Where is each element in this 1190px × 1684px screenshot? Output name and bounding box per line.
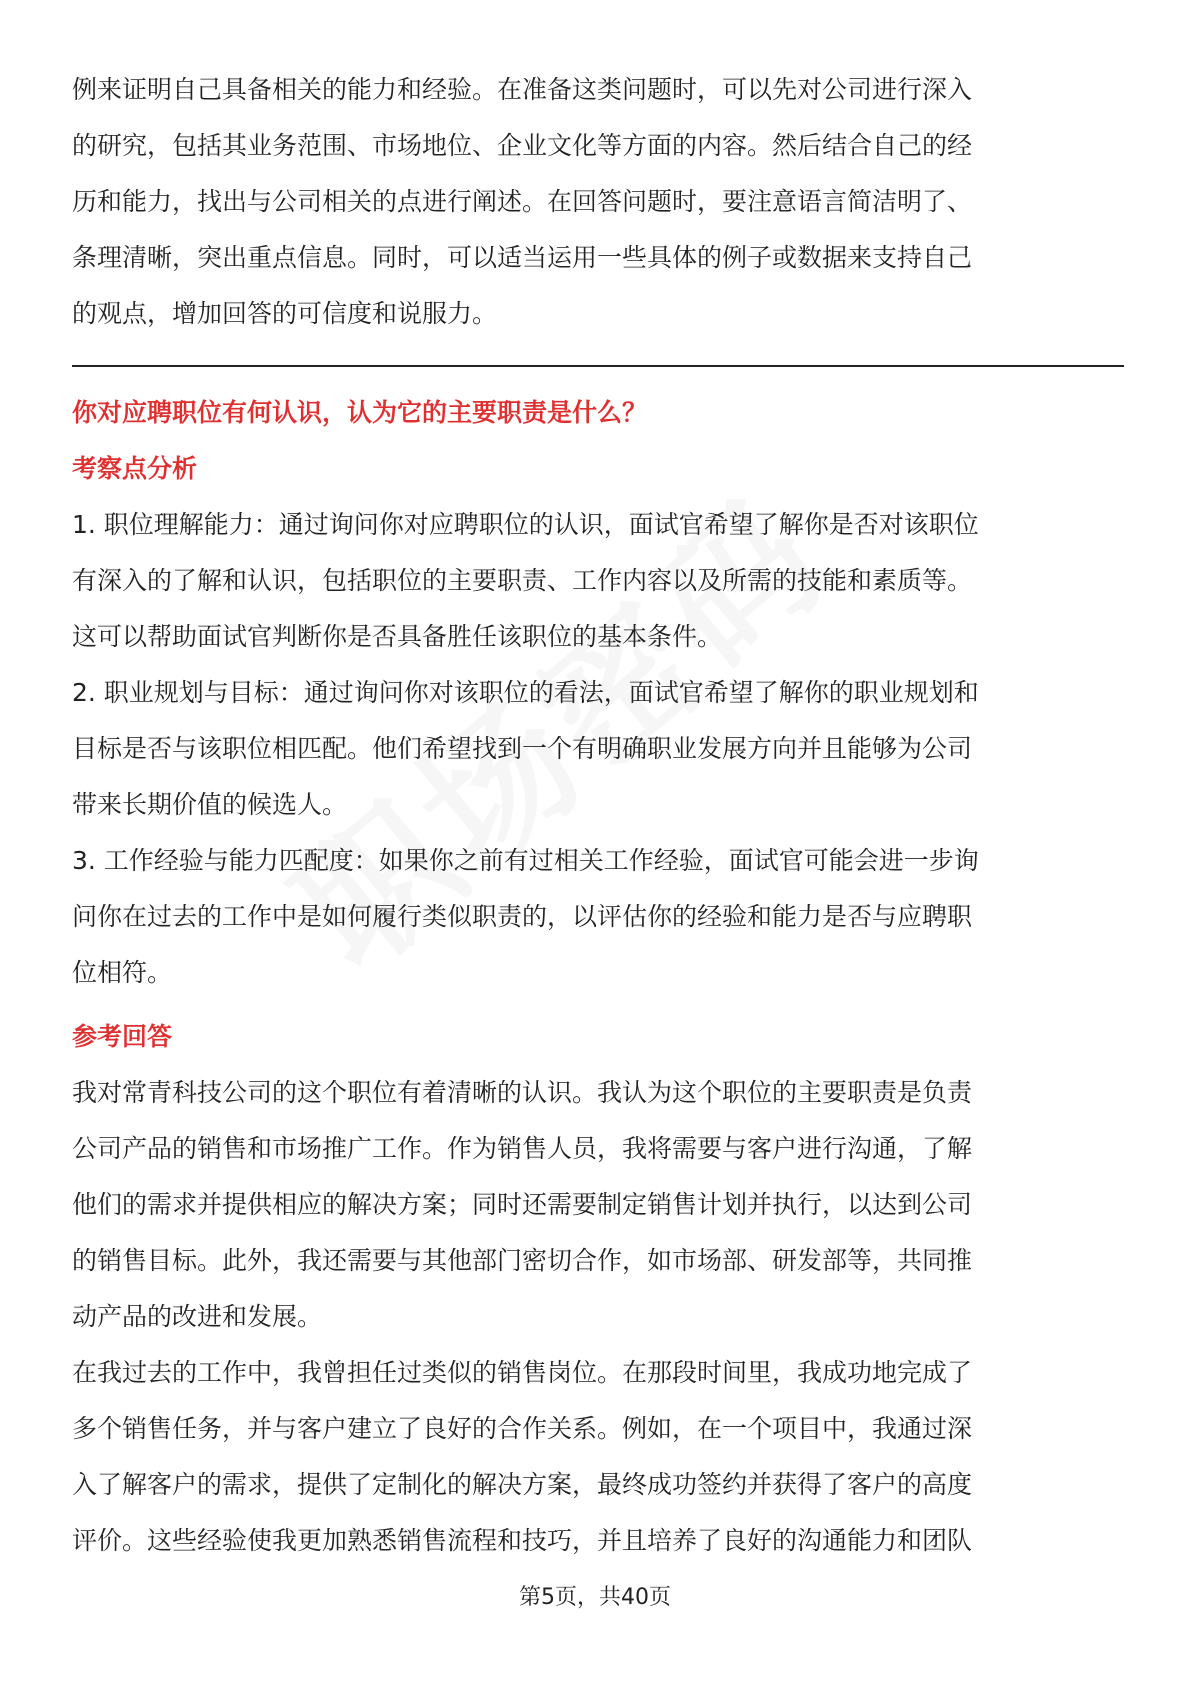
page-number: 第5页，共40页 (519, 1585, 671, 1610)
analysis-title: 考察点分析 (72, 454, 198, 483)
text-line: 的销售目标。此外，我还需要与其他部门密切合作，如市场部、研发部等，共同推 (72, 1246, 973, 1275)
text-line: 这可以帮助面试官判断你是否具备胜任该职位的基本条件。 (72, 622, 723, 651)
intro-paragraph (72, 62, 1124, 342)
document-page (72, 62, 1124, 1569)
text-line: 评价。这些经验使我更加熟悉销售流程和技巧，并且培养了良好的沟通能力和团队 (72, 1526, 973, 1555)
text-line: 多个销售任务，并与客户建立了良好的合作关系。例如，在一个项目中，我通过深 (72, 1414, 973, 1443)
text-line: 的研究，包括其业务范围、市场地位、企业文化等方面的内容。然后结合自己的经 (72, 131, 973, 160)
text-line: 的观点，增加回答的可信度和说服力。 (72, 299, 498, 328)
text-line: 在我过去的工作中，我曾担任过类似的销售岗位。在那段时间里，我成功地完成了 (72, 1358, 973, 1387)
text-line: 历和能力，找出与公司相关的点进行阐述。在回答问题时，要注意语言简洁明了、 (72, 187, 973, 216)
text-line: 有深入的了解和认识，包括职位的主要职责、工作内容以及所需的技能和素质等。 (72, 566, 973, 595)
text-line: 1. 职位理解能力：通过询问你对应聘职位的认识，面试官希望了解你是否对该职位 (72, 510, 979, 539)
text-line: 目标是否与该职位相匹配。他们希望找到一个有明确职业发展方向并且能够为公司 (72, 734, 973, 763)
text-line: 入了解客户的需求，提供了定制化的解决方案，最终成功签约并获得了客户的高度 (72, 1470, 973, 1499)
text-line: 3. 工作经验与能力匹配度：如果你之前有过相关工作经验，面试官可能会进一步询 (72, 846, 979, 875)
section-divider (72, 365, 1124, 367)
text-line: 我对常青科技公司的这个职位有着清晰的认识。我认为这个职位的主要职责是负责 (72, 1078, 973, 1107)
text-line: 带来长期价值的候选人。 (72, 790, 348, 819)
text-line: 公司产品的销售和市场推广工作。作为销售人员，我将需要与客户进行沟通，了解 (72, 1134, 973, 1163)
answer-paragraph-2 (72, 1345, 1124, 1569)
analysis-point-3 (72, 833, 1124, 1001)
question-heading: 你对应聘职位有何认识，认为它的主要职责是什么？ (72, 398, 648, 427)
analysis-point-2 (72, 665, 1124, 833)
text-line: 2. 职业规划与目标：通过询问你对该职位的看法，面试官希望了解你的职业规划和 (72, 678, 979, 707)
text-line: 动产品的改进和发展。 (72, 1302, 323, 1331)
answer-paragraph-1 (72, 1065, 1124, 1345)
text-line: 条理清晰，突出重点信息。同时，可以适当运用一些具体的例子或数据来支持自己 (72, 243, 973, 272)
answer-title: 参考回答 (72, 1022, 173, 1051)
text-line: 位相符。 (72, 958, 173, 987)
text-line: 他们的需求并提供相应的解决方案；同时还需要制定销售计划并执行，以达到公司 (72, 1190, 973, 1219)
text-line: 问你在过去的工作中是如何履行类似职责的，以评估你的经验和能力是否与应聘职 (72, 902, 973, 931)
text-line: 例来证明自己具备相关的能力和经验。在准备这类问题时，可以先对公司进行深入 (72, 75, 973, 104)
analysis-point-1 (72, 497, 1124, 665)
